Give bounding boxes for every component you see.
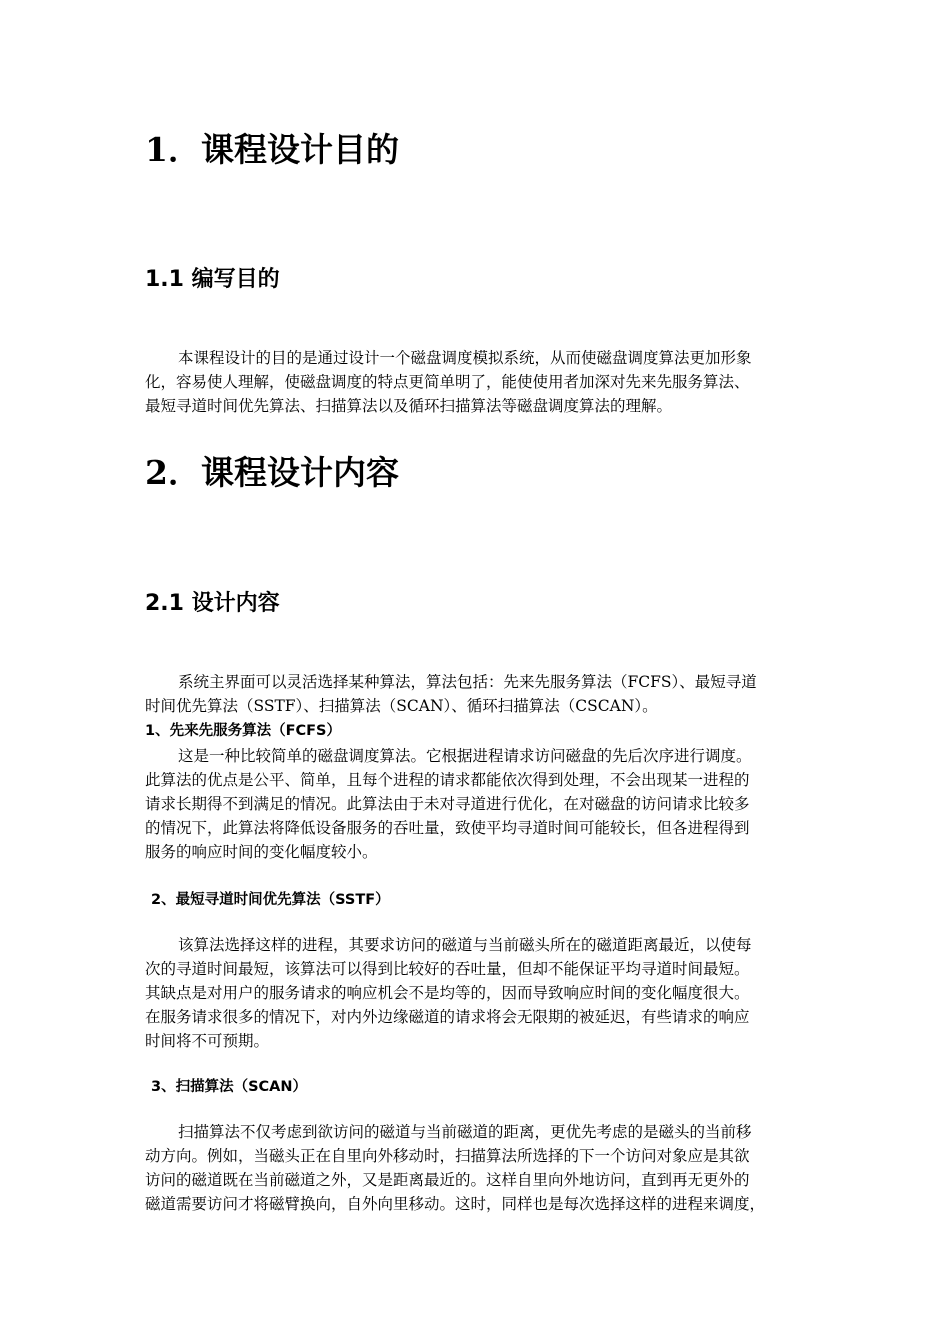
- section-1-1-heading: 1.1 编写目的: [145, 267, 280, 292]
- paragraph-line: 磁道需要访问才将磁臂换向，自外向里移动。这时，同样也是每次选择这样的进程来调度，: [145, 1195, 766, 1213]
- section-1-heading: 1．课程设计目的: [145, 130, 399, 169]
- paragraph-line: 时间优先算法（SSTF）、扫描算法（SCAN）、循环扫描算法（CSCAN）。: [145, 697, 658, 715]
- paragraph-line: 最短寻道时间优先算法、扫描算法以及循环扫描算法等磁盘调度算法的理解。: [145, 397, 673, 415]
- paragraph-line: 在服务请求很多的情况下，对内外边缘磁道的请求将会无限期的被延迟，有些请求的响应: [145, 1008, 750, 1026]
- paragraph-line: 次的寻道时间最短，该算法可以得到比较好的吞吐量，但却不能保证平均寻道时间最短。: [145, 960, 750, 978]
- paragraph-line: 本课程设计的目的是通过设计一个磁盘调度模拟系统，从而使磁盘调度算法更加形象: [178, 349, 752, 367]
- sstf-paragraph: [145, 933, 810, 1053]
- paragraph-line: 服务的响应时间的变化幅度较小。: [145, 843, 378, 861]
- paragraph-line: 时间将不可预期。: [145, 1032, 270, 1050]
- scan-paragraph: [145, 1120, 810, 1216]
- paragraph-line: 化，容易使人理解，使磁盘调度的特点更简单明了，能使使用者加深对先来先服务算法、: [145, 373, 750, 391]
- paragraph-line: 系统主界面可以灵活选择某种算法，算法包括：先来先服务算法（FCFS）、最短寻道: [178, 673, 757, 691]
- section-2-1-heading: 2.1 设计内容: [145, 591, 280, 616]
- paragraph-line: 这是一种比较简单的磁盘调度算法。它根据进程请求访问磁盘的先后次序进行调度。: [178, 747, 752, 765]
- paragraph-line: 请求长期得不到满足的情况。此算法由于未对寻道进行优化，在对磁盘的访问请求比较多: [145, 795, 750, 813]
- paragraph-line: 此算法的优点是公平、简单，且每个进程的请求都能依次得到处理，不会出现某一进程的: [145, 771, 750, 789]
- section-2-1-intro: [145, 670, 810, 718]
- sstf-subheading: 2、最短寻道时间优先算法（SSTF）: [151, 892, 390, 908]
- paragraph-line: 访问的磁道既在当前磁道之外，又是距离最近的。这样自里向外地访问，直到再无更外的: [145, 1171, 750, 1189]
- section-1-1-paragraph: [145, 346, 810, 418]
- paragraph-line: 其缺点是对用户的服务请求的响应机会不是均等的，因而导致响应时间的变化幅度很大。: [145, 984, 750, 1002]
- scan-subheading: 3、扫描算法（SCAN）: [151, 1079, 308, 1095]
- fcfs-paragraph: [145, 744, 810, 864]
- paragraph-line: 该算法选择这样的进程，其要求访问的磁道与当前磁头所在的磁道距离最近，以使每: [178, 936, 752, 954]
- section-2-heading: 2．课程设计内容: [145, 453, 399, 492]
- paragraph-line: 动方向。例如，当磁头正在自里向外移动时，扫描算法所选择的下一个访问对象应是其欲: [145, 1147, 750, 1165]
- paragraph-line: 的情况下，此算法将降低设备服务的吞吐量，致使平均寻道时间可能较长，但各进程得到: [145, 819, 750, 837]
- fcfs-subheading: 1、先来先服务算法（FCFS）: [145, 723, 341, 739]
- paragraph-line: 扫描算法不仅考虑到欲访问的磁道与当前磁道的距离，更优先考虑的是磁头的当前移: [178, 1123, 752, 1141]
